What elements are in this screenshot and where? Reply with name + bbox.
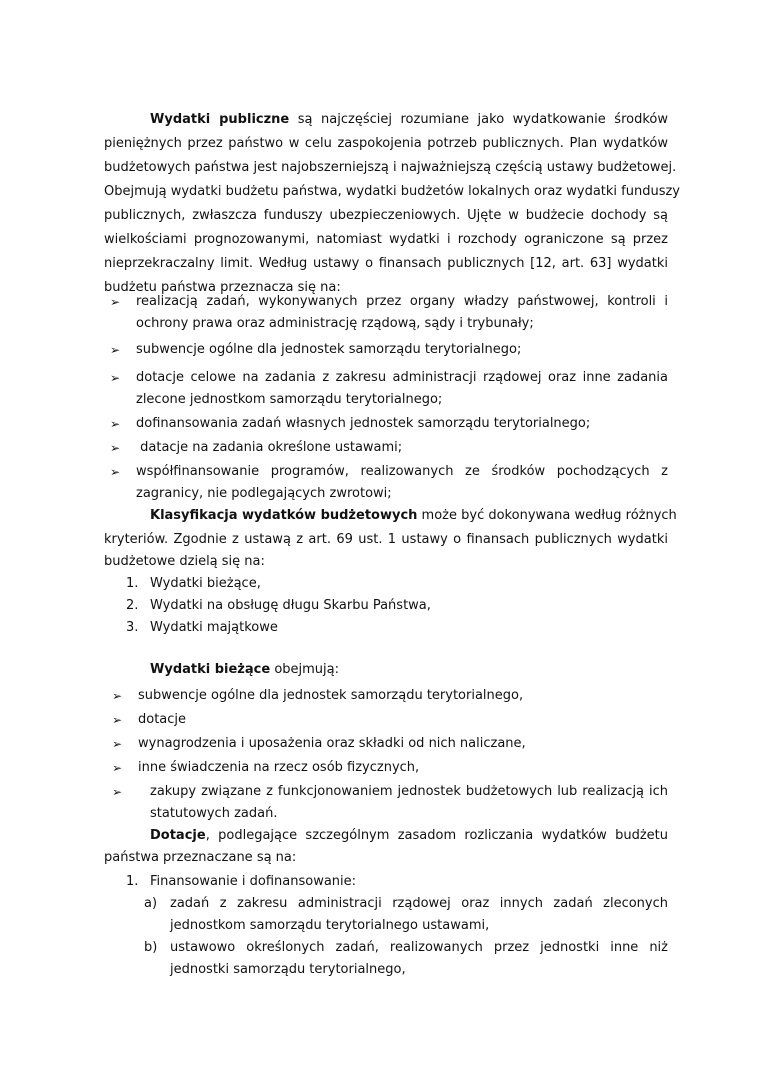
list-number: 1. <box>126 874 139 889</box>
paragraph-line: budżetu państwa przeznacza się na: <box>104 280 341 295</box>
paragraph-line: budżetowe dzielą się na: <box>104 554 265 569</box>
sub-item: ustawowo określonych zadań, realizowanych przez jednostki inne niż <box>170 940 668 955</box>
text: może być dokonywana według różnych <box>417 508 677 523</box>
list-item: współfinansowanie programów, realizowanych ze środków pochodzących z <box>136 464 668 479</box>
list-item-cont: statutowych zadań. <box>150 806 278 821</box>
arrow-bullet-icon: ➢ <box>112 785 123 799</box>
list-item: dotacje <box>138 712 187 727</box>
ordered-item: Wydatki bieżące, <box>150 576 261 591</box>
paragraph-line <box>150 828 668 846</box>
list-item: dofinansowania zadań własnych jednostek samorządu terytorialnego; <box>136 416 591 431</box>
list-item: datacje na zadania określone ustawami; <box>136 440 403 455</box>
paragraph-line: wielkościami prognozowanymi, natomiast wydatki i rozchody ograniczone są przez <box>104 232 668 247</box>
bold-term: Klasyfikacja wydatków budżetowych <box>150 508 418 523</box>
list-item: dotacje celowe na zadania z zakresu administracji rządowej oraz inne zadania <box>136 370 668 385</box>
text: , podlegające szczególnym zasadom rozliczania wydatków budżetu <box>205 828 668 843</box>
arrow-bullet-icon: ➢ <box>110 343 121 357</box>
list-number: 2. <box>126 598 139 613</box>
list-item-cont: ochrony prawa oraz administrację rządową, sądy i trybunały; <box>136 316 534 331</box>
arrow-bullet-icon: ➢ <box>112 713 123 727</box>
paragraph-line: pieniężnych przez państwo w celu zaspokojenia potrzeb publicznych. Plan wydatków <box>104 136 668 151</box>
list-item: realizacją zadań, wykonywanych przez organy władzy państwowej, kontroli i <box>136 294 668 309</box>
list-item-cont: zlecone jednostkom samorządu terytorialnego; <box>136 392 443 407</box>
text: obejmują: <box>270 662 339 677</box>
paragraph-line <box>150 508 677 526</box>
list-item: subwencje ogólne dla jednostek samorządu terytorialnego; <box>136 342 522 357</box>
sub-item: zadań z zakresu administracji rządowej oraz innych zadań zleconych <box>170 896 668 911</box>
paragraph-line: budżetowych państwa jest najobszerniejszą i najważniejszą częścią ustawy budżetowej. <box>104 160 677 175</box>
list-number: 3. <box>126 620 139 635</box>
list-letter: b) <box>144 940 158 955</box>
arrow-bullet-icon: ➢ <box>112 737 123 751</box>
list-item: zakupy związane z funkcjonowaniem jednostek budżetowych lub realizacją ich <box>150 784 668 799</box>
list-item: inne świadczenia na rzecz osób fizycznych, <box>138 760 420 775</box>
paragraph-line <box>150 662 339 680</box>
bold-term: Dotacje <box>150 828 206 843</box>
list-item: wynagrodzenia i uposażenia oraz składki od nich naliczane, <box>138 736 526 751</box>
paragraph-line: państwa przeznaczane są na: <box>104 850 297 865</box>
ordered-item: Wydatki majątkowe <box>150 620 278 635</box>
paragraph-line: kryteriów. Zgodnie z ustawą z art. 69 ust. 1 ustawy o finansach publicznych wydatki <box>104 532 668 547</box>
list-number: 1. <box>126 576 139 591</box>
sub-item-cont: jednostkom samorządu terytorialnego ustawami, <box>170 918 490 933</box>
arrow-bullet-icon: ➢ <box>112 761 123 775</box>
arrow-bullet-icon: ➢ <box>110 371 121 385</box>
paragraph-line: nieprzekraczalny limit. Według ustawy o finansach publicznych [12, art. 63] wydatki <box>104 256 668 271</box>
ordered-item: Finansowanie i dofinansowanie: <box>150 874 357 889</box>
paragraph-line: Obejmują wydatki budżetu państwa, wydatki budżetów lokalnych oraz wydatki funduszy <box>104 184 681 199</box>
arrow-bullet-icon: ➢ <box>110 441 121 455</box>
paragraph-line: publicznych, zwłaszcza funduszy ubezpieczeniowych. Ujęte w budżecie dochody są <box>104 208 668 223</box>
arrow-bullet-icon: ➢ <box>112 689 123 703</box>
sub-item-cont: jednostki samorządu terytorialnego, <box>170 962 406 977</box>
arrow-bullet-icon: ➢ <box>110 465 121 479</box>
text: są najczęściej rozumiane jako wydatkowanie środków <box>289 112 668 127</box>
list-letter: a) <box>144 896 158 911</box>
bold-term: Wydatki publiczne <box>150 112 290 127</box>
list-item: subwencje ogólne dla jednostek samorządu terytorialnego, <box>138 688 524 703</box>
bold-term: Wydatki bieżące <box>150 662 271 677</box>
list-item-cont: zagranicy, nie podlegających zwrotowi; <box>136 486 392 501</box>
ordered-item: Wydatki na obsługę długu Skarbu Państwa, <box>150 598 431 613</box>
arrow-bullet-icon: ➢ <box>110 417 121 431</box>
paragraph-line <box>150 112 668 130</box>
arrow-bullet-icon: ➢ <box>110 295 121 309</box>
